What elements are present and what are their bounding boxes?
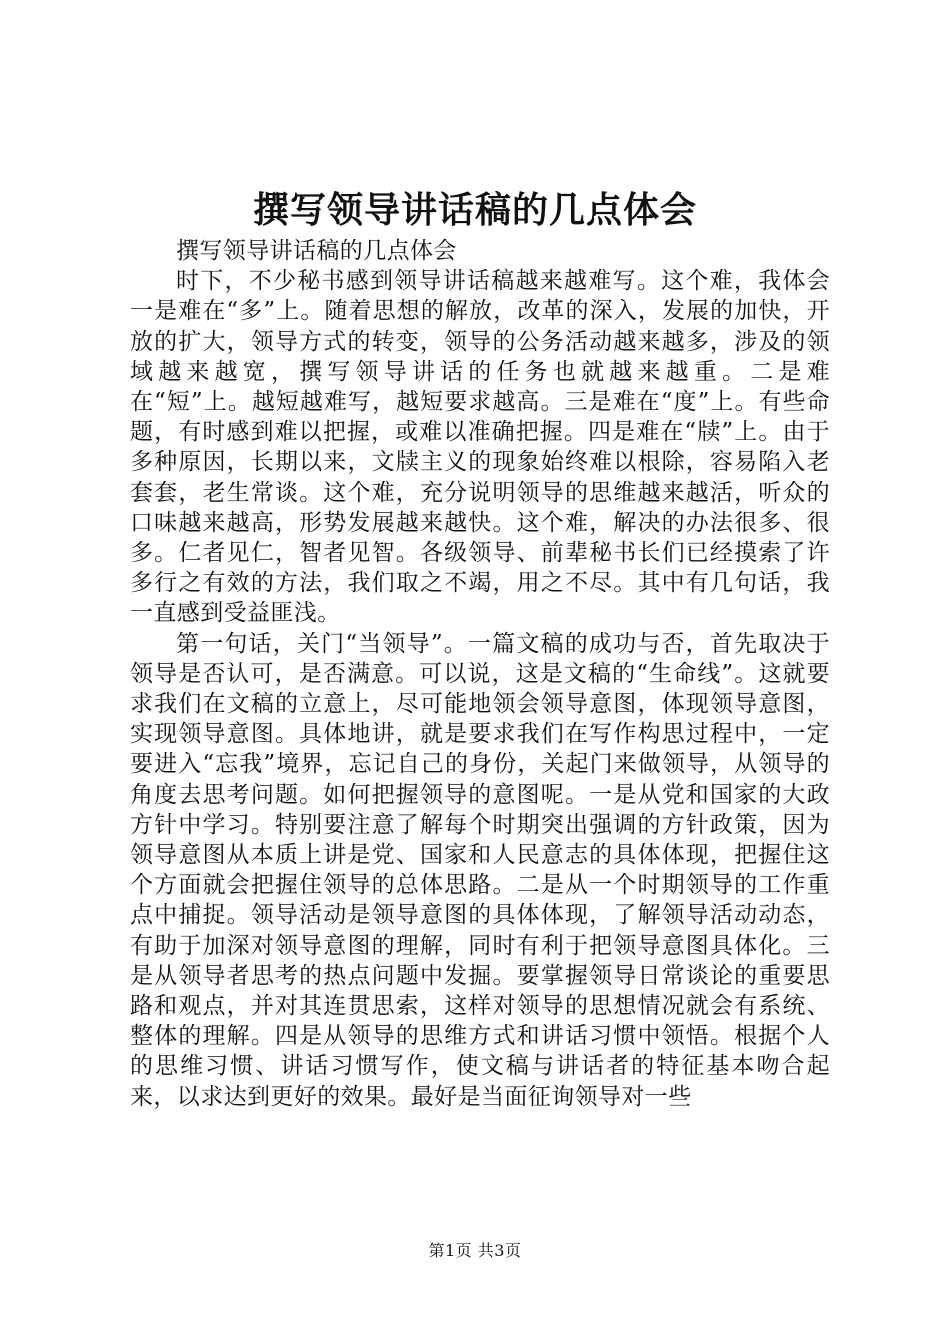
paragraph-first-point: 第一句话，关门“当领导”。一篇文稿的成功与否，首先取决于领导是否认可，是否满意。可以说，这是文稿的“生命线”。这就要求我们在文稿的立意上，尽可能地领会领导意图，体现领导意图，实现领导意图。具体地讲，就是要求我们在写作构思过程中，一定要进入“忘我”境界，忘记自己的身份，关起门来做领导，从领导的角度去思考问题。如何把握领导的意图呢。一是从党和国家的大政方针中学习。特别要注意了解每个时期突出强调的方针政策，因为领导意图从本质上讲是党、国家和人民意志的具体体现，把握住这个方面就会把握住领导的总体思路。二是从一个时期领导的工作重点中捕捉。领导活动是领导意图的具体体现，了解领导活动动态，有助于加深对领导意图的理解，同时有利于把领导意图具体化。三是从领导者思考的热点问题中发掘。要掌握领导日常谈论的重要思路和观点，并对其连贯思索，这样对领导的思想情况就会有系统、整体的理解。四是从领导的思维方式和讲话习惯中领悟。根据个人的思维习惯、讲话习惯写作，使文稿与讲话者的特征基本吻合起来，以求达到更好的效果。最好是当面征询领导对一些 — [130, 630, 830, 1110]
document-body — [130, 236, 830, 1112]
document-title: 撰写领导讲话稿的几点体会 — [252, 189, 697, 231]
paragraph-subtitle: 撰写领导讲话稿的几点体会 — [176, 238, 457, 264]
paragraph-intro: 时下，不少秘书感到领导讲话稿越来越难写。这个难，我体会一是难在“多”上。随着思想的解放，改革的深入，发展的加快，开放的扩大，领导方式的转变，领导的公务活动越来越多，涉及的领域越来越宽，撰写领导讲话的任务也就越来越重。二是难在“短”上。越短越难写，越短要求越高。三是难在“度”上。有些命题，有时感到难以把握，或难以准确把握。四是难在“牍”上。由于多种原因，长期以来，文牍主义的现象始终难以根除，容易陷入老套套，老生常谈。这个难，充分说明领导的思维越来越活，听众的口味越来越高，形势发展越来越快。这个难，解决的办法很多、很多。仁者见仁，智者见智。各级领导、前辈秘书长们已经摸索了许多行之有效的方法，我们取之不竭，用之不尽。其中有几句话，我一直感到受益匪浅。 — [130, 268, 830, 627]
page-footer: 第1页 共3页 — [428, 1241, 522, 1260]
